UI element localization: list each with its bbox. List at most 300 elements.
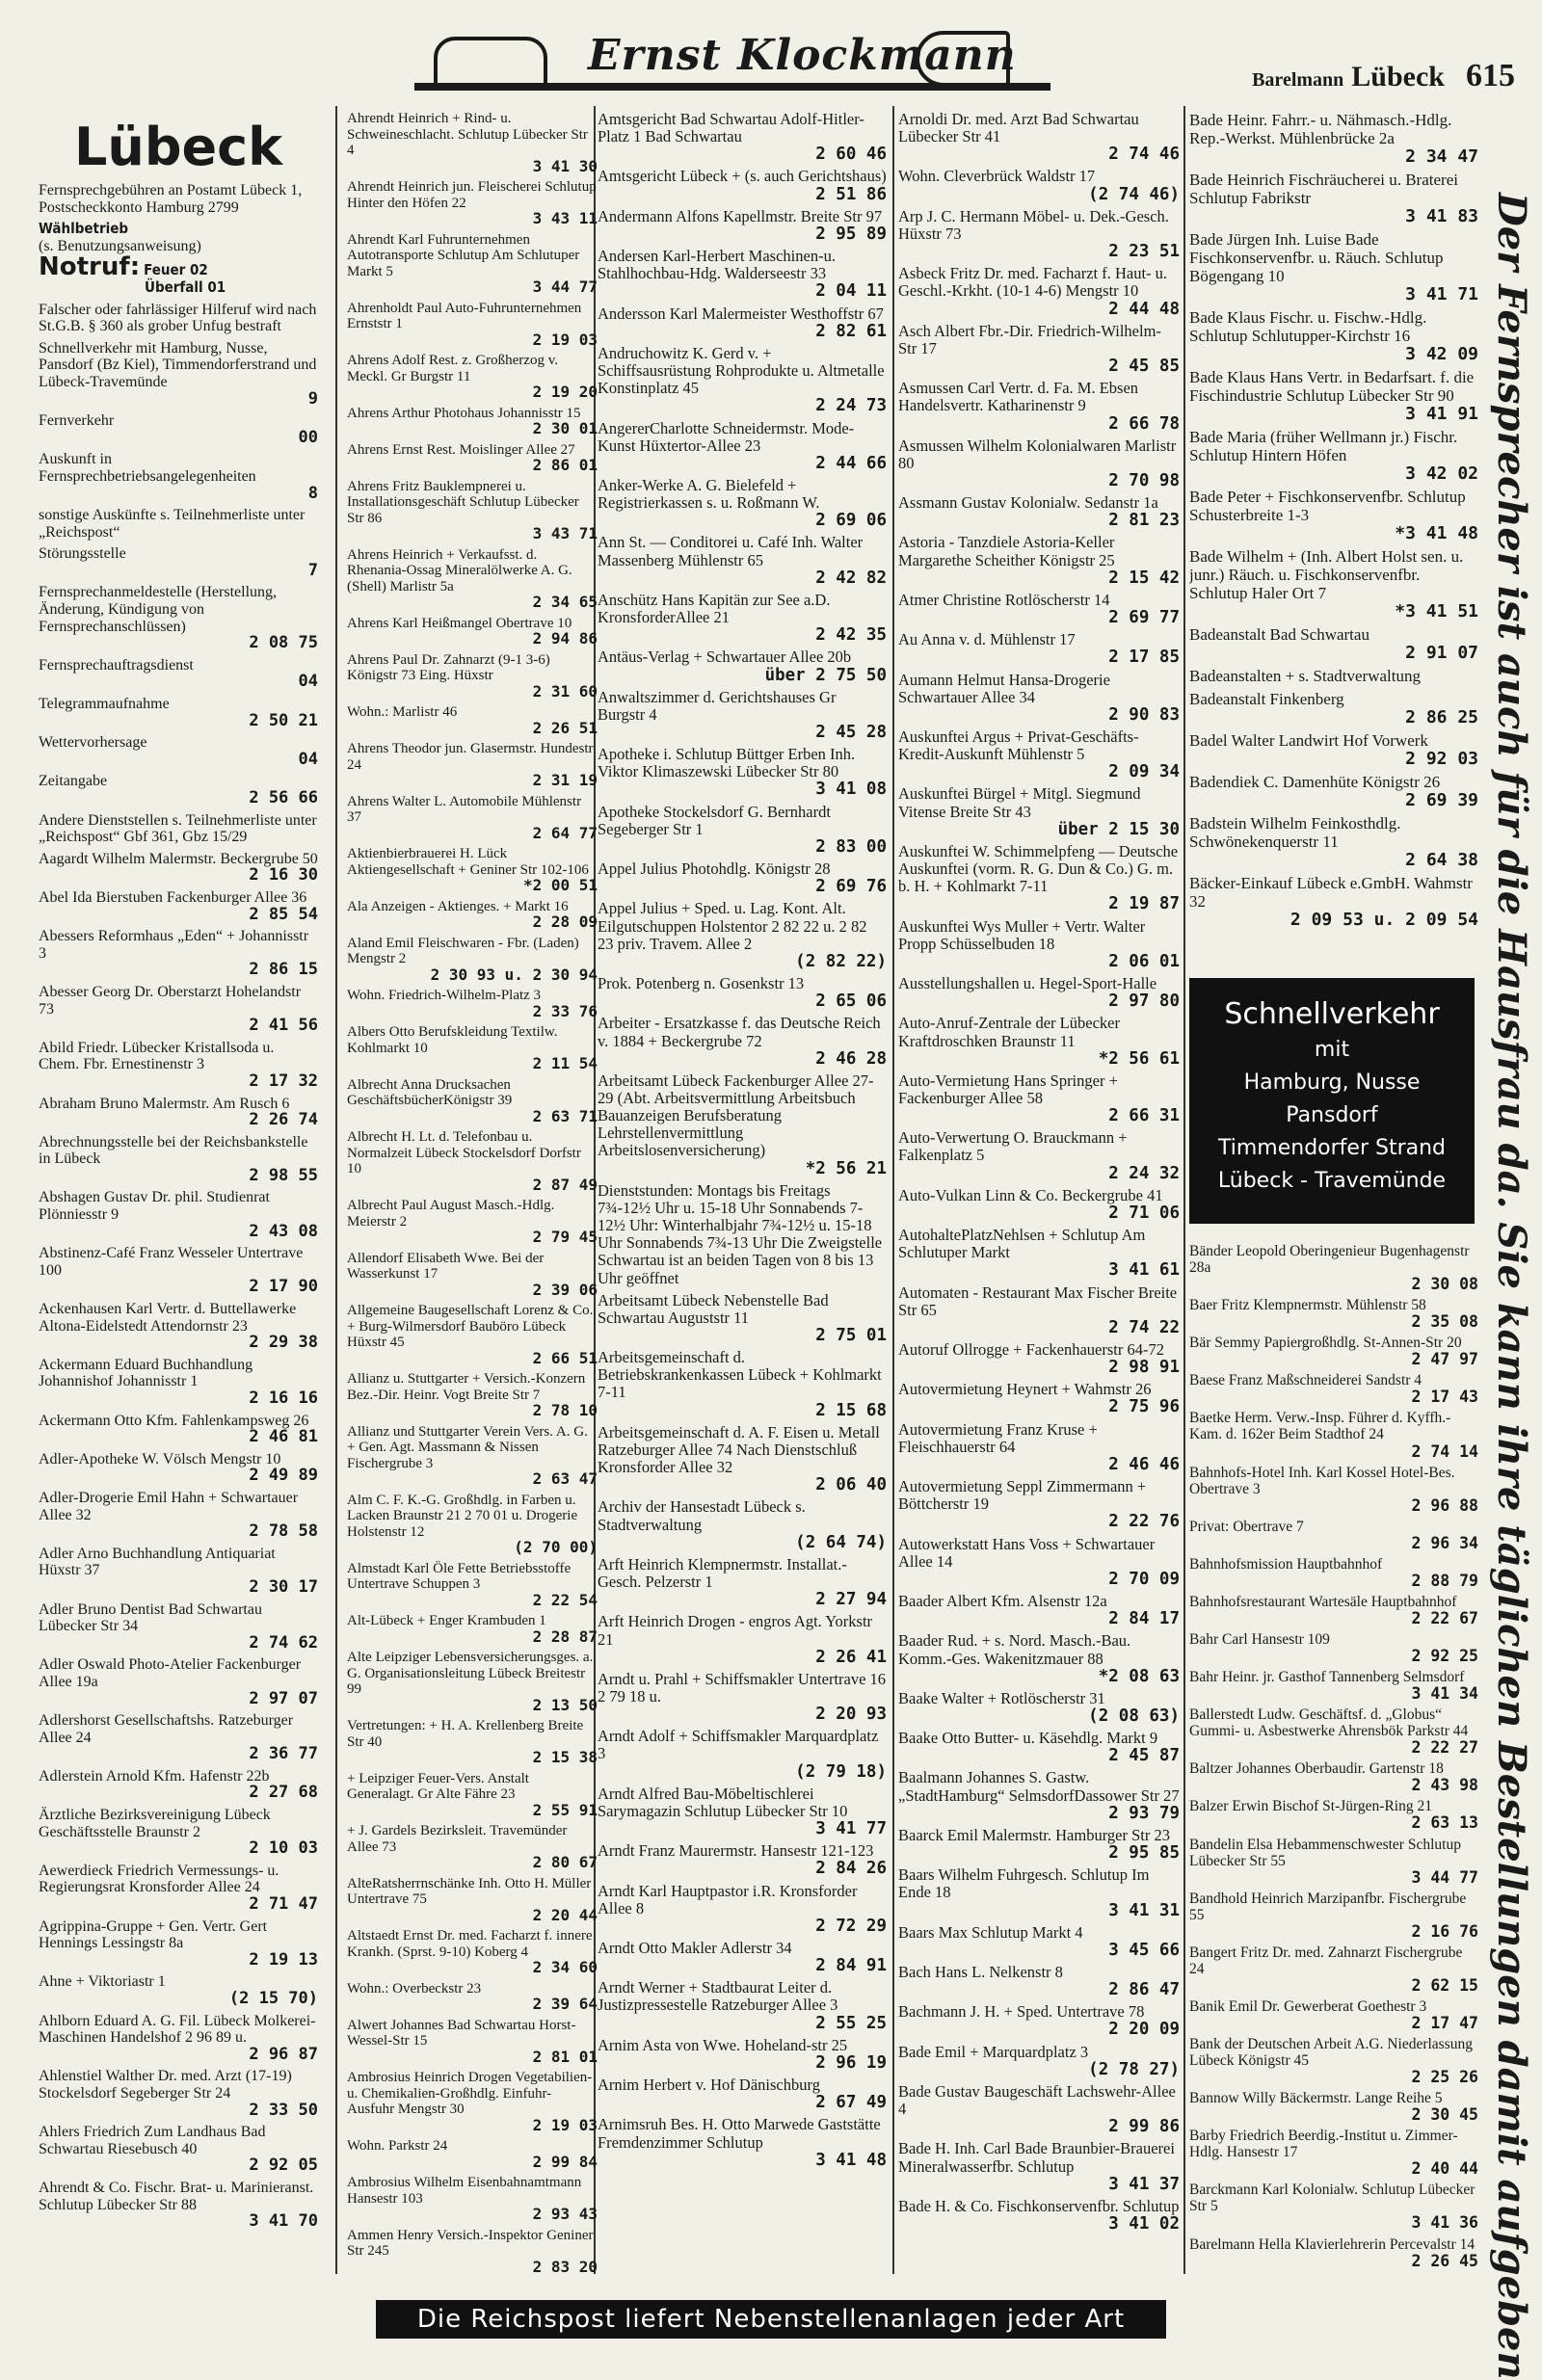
listing-text: Amtsgericht Bad Schwartau Adolf-Hitler-Platz 1 Bad Schwartau [598,110,864,146]
listing-text: Banik Emil Dr. Gewerberat Goethestr 3 [1189,1997,1427,2015]
listing-text: Atmer Christine Rotlöscherstr 14 [898,590,1110,609]
listing-text: Autoruf Ollrogge + Fackenhauerstr 64-72 [898,1340,1164,1359]
listing-text: Wohn.: Overbeckstr 23 [347,1980,482,1997]
phone-number: 2 19 13 [249,1949,318,1970]
logo-text: Ernst Klockmann [588,31,1017,80]
listing-text: Abild Friedr. Lübecker Kristallsoda u. Chem. Fbr. Ernestinenstr 3 [39,1039,275,1073]
column-1 [39,111,318,2235]
listing-text: Abshagen Gustav Dr. phil. Studienrat Plönniesstr 9 [39,1189,270,1224]
phone-number: 2 09 34 [1108,762,1180,782]
phone-number: 2 83 20 [532,2257,598,2276]
column-5-top [1189,111,1478,978]
listing-entry [898,672,1180,724]
listing-text: Wohn. Friedrich-Wilhelm-Platz 3 [347,988,542,1003]
phone-number: 2 16 76 [1411,1921,1478,1941]
phone-number: 2 63 47 [532,1469,598,1488]
listing-entry [598,477,887,529]
listing-text: Bach Hans L. Nelkenstr 8 [898,1963,1063,1981]
listing-entry [39,1918,318,1970]
phone-number: 2 22 54 [532,1590,598,1609]
listing-text: Ärztliche Bezirksvereinigung Lübeck Geschäftsstelle Braunstr 2 [39,1807,271,1840]
listing-text: Anschütz Hans Kapitän zur See a.D. KronsforderAllee 21 [598,590,831,627]
phone-number: 2 86 15 [249,960,318,980]
listing-entry [898,534,1180,586]
listing-text: Aagardt Wilhelm Malermstr. Beckergrube 50 [39,850,318,867]
phone-number: 2 80 67 [532,1853,598,1871]
column-5-bottom [1189,1243,1478,2293]
listing-text: Abstinenz-Café Franz Wesseler Untertrave 100 [39,1245,304,1279]
ad-line: mit [1314,1038,1350,1062]
listing-entry [898,2140,1180,2192]
listing-entry [898,380,1180,432]
listing-entry [347,1198,598,1246]
listing-text: Barby Friedrich Beerdig.-Institut u. Zimmer-Hdlg. Hansestr 17 [1189,2128,1458,2161]
listing-text: Adlershorst Gesellschaftshs. Ratzeburger Allee 24 [39,1712,294,1746]
notruf-feuer: Feuer 02 [144,261,208,279]
listing-entry [1189,625,1478,662]
listing-entry [1189,1891,1478,1940]
phone-number: 2 92 03 [1405,749,1478,769]
listing-entry [898,2083,1180,2135]
listing-text: Bank der Deutschen Arbeit A.G. Niederlassung Lübeck Königstr 45 [1189,2036,1474,2070]
listing-entry [598,975,887,1010]
listing-text: Ahrens Walter L. Automobile Mühlenstr 37 [347,793,582,825]
phone-number: 2 29 38 [249,1333,318,1353]
listing-text: Ahrens Paul Dr. Zahnarzt (9-1 3-6) Königstr 73 Eing. Hüxstr [347,651,550,683]
phone-number: über 2 15 30 [1057,819,1180,839]
phone-number: 2 49 89 [249,1466,318,1486]
listing-text: Anwaltszimmer d. Gerichtshauses Gr Burgstr 4 [598,687,837,724]
listing-text: Allianz u. Stuttgarter + Versich.-Konzern Bez.-Dir. Heinr. Vogt Breite Str 7 [347,1371,586,1403]
listing-text: Wettervorhersage [39,734,147,752]
ad-title: Schnellverkehr [1224,997,1440,1031]
phone-number: 2 41 56 [249,1016,318,1036]
phone-number: 2 10 03 [249,1838,318,1859]
phone-number: 2 92 25 [1411,1647,1478,1666]
phone-number: 2 24 32 [1108,1163,1180,1183]
listing-entry [598,1424,887,1494]
phone-number: 3 41 31 [1108,1900,1180,1920]
listing-entry [598,689,887,741]
phone-number: *2 08 63 [1098,1666,1180,1686]
phone-number: 2 69 77 [1108,608,1180,628]
listing-text: Allendorf Elisabeth Wwe. Bei der Wasserkunst 17 [347,1250,545,1282]
phone-number: *2 56 61 [1098,1048,1180,1069]
listing-text: Albers Otto Berufskleidung Textilw. Kohlmarkt 10 [347,1024,558,1056]
phone-number: 2 17 32 [249,1071,318,1091]
listing-text: Bahnhofs-Hotel Inh. Karl Kossel Hotel-Bes. Obertrave 3 [1189,1464,1455,1497]
listing-text: Ahrens Adolf Rest. z. Großherzog v. Meckl. Gr Burgstr 11 [347,353,558,384]
listing-text: Baader Albert Kfm. Alsenstr 12a [898,1592,1107,1611]
listing-text: Ausstellungshallen u. Hegel-Sport-Halle [898,974,1157,993]
phone-number: 2 19 03 [532,330,598,349]
listing-entry [347,479,598,542]
listing-entry [347,1613,598,1645]
listing-entry [39,2013,318,2064]
listing-text: Auskunftei Wys Muller + Vertr. Walter Propp Schüsselbuden 18 [898,916,1146,953]
listing-text: Bade Klaus Fischr. u. Fischw.-Hdlg. Schlutup Schlutupper-Kirchstr 16 [1189,308,1427,345]
entry-list [39,340,318,2231]
listing-entry [898,494,1180,529]
listing-text: Ahrendt Karl Fuhrunternehmen Autotransporte Schlutup Am Schlutuper Markt 5 [347,231,580,279]
phone-number: 3 44 77 [532,278,598,296]
listing-entry [598,1940,887,1974]
phone-number: 2 39 06 [532,1280,598,1299]
listing-entry [347,301,598,349]
phone-number: *3 41 51 [1395,601,1478,621]
listing-entry [39,1189,318,1240]
phone-number: 2 86 47 [1108,1980,1180,2000]
listing-entry [39,1601,318,1653]
phone-number: 3 41 02 [1108,2214,1180,2235]
listing-text: Autovermietung Heynert + Wahmstr 26 [898,1380,1152,1399]
listing-entry [347,1251,598,1299]
phone-number: 04 [298,672,318,692]
phone-number: 2 95 89 [815,224,887,244]
phone-number: 2 36 77 [249,1744,318,1764]
listing-text: Antäus-Verlag + Schwartauer Allee 20b [598,648,852,667]
phone-number: 2 17 43 [1411,1388,1478,1407]
phone-number: 3 41 30 [532,156,598,175]
listing-text: Autowerkstatt Hans Voss + Schwartauer Allee 14 [898,1534,1156,1571]
listing-entry [598,2076,887,2111]
listing-entry [347,1928,598,1976]
listing-entry [347,547,598,611]
phone-number: 2 95 85 [1108,1843,1180,1864]
phone-number: 2 26 41 [815,1647,887,1667]
listing-entry [347,1650,598,1713]
listing-entry [1189,1335,1478,1367]
ad-line: Timmendorfer Strand [1217,1136,1447,1160]
listing-text: Arndt Adolf + Schiffsmakler Marquardplatz 3 [598,1727,879,1763]
listing-entry [898,2003,1180,2038]
entry-list [898,111,1180,2233]
listing-text: Arndt Otto Makler Adlerstr 34 [598,1939,792,1957]
listing-text: Baars Wilhelm Fuhrgesch. Schlutup Im Ende 18 [898,1865,1150,1902]
listing-entry [39,451,318,502]
listing-entry [347,1981,598,2013]
phone-number: 3 41 91 [1405,404,1478,424]
listing-entry [1189,2128,1478,2177]
listing-text: Andere Dienststellen s. Teilnehmerliste unter „Reichspost“ Gbf 361, Gbz 15/29 [39,811,317,846]
listing-entry [898,437,1180,489]
listing-entry [39,812,318,846]
logo-underline [414,83,1050,91]
listing-entry [347,1493,598,1556]
phone-number: 2 16 30 [249,865,318,886]
phone-number: 3 42 02 [1405,463,1478,484]
listing-text: Auto-Vulkan Linn & Co. Beckergrube 41 [898,1185,1163,1204]
listing-text: Ballerstedt Ludw. Geschäftsf. d. „Globus“ Gummi- u. Asbestwerke Ahrensbök Parkstr 44 [1189,1706,1469,1740]
phone-number: 2 30 08 [1411,1275,1478,1294]
listing-entry [347,616,598,648]
listing-entry [598,1556,887,1608]
listing-text: Fernverkehr [39,412,115,430]
phone-number: 2 64 77 [532,823,598,842]
listing-text: Ahrendt Heinrich + Rind- u. Schweineschlacht. Schlutup Lübecker Str 4 [347,111,588,158]
phone-number: 2 06 01 [1108,951,1180,971]
listing-text: Adler-Drogerie Emil Hahn + Schwartauer Allee 32 [39,1489,299,1523]
listing-text: Badendiek C. Damenhüte Königstr 26 [1189,773,1441,791]
listing-text: Bade H. & Co. Fischkonservenfbr. Schlutup [898,2196,1180,2215]
phone-number: 2 30 93 u. 2 30 94 [430,965,598,984]
logo-left-emblem-icon [434,37,547,87]
listing-text: Ackermann Eduard Buchhandlung Johannishof Johannisstr 1 [39,1356,253,1390]
phone-number: 2 46 46 [1108,1454,1180,1474]
listing-entry [39,889,318,923]
listing-text: Wohn.: Marlistr 46 [347,704,458,720]
listing-text: Badel Walter Landwirt Hof Vorwerk [1189,731,1428,750]
listing-entry [347,704,598,736]
phone-number: 2 87 49 [532,1175,598,1194]
phone-number: 2 44 48 [1108,299,1180,319]
listing-text: Ambrosius Heinrich Drogen Vegetabilien-u. Chemikalien-Großhdlg. Einfuhr-Ausfuhr Mengstr 30 [347,2070,593,2117]
phone-number: 2 55 25 [815,2013,887,2033]
listing-text: Arft Heinrich Klempnermstr. Installat.-Gesch. Pelzerstr 1 [598,1554,847,1592]
phone-number: 2 20 93 [815,1705,887,1725]
phone-number: *2 00 51 [522,876,598,894]
phone-number: 2 28 87 [532,1626,598,1646]
phone-number: 2 26 74 [249,1110,318,1130]
listing-entry [1189,1556,1478,1589]
listing-entry [598,648,887,683]
listing-text: Arndt Franz Maurermstr. Hansestr 121-123 [598,1841,874,1861]
phone-number: 2 39 64 [532,1995,598,2013]
listing-text: Arft Heinrich Drogen - engros Agt. Yorkstr 21 [598,1612,873,1649]
column-divider [892,106,894,2274]
listing-entry [347,1024,598,1072]
listing-entry [1189,308,1478,363]
listing-entry [598,111,887,163]
phone-number: 2 22 27 [1411,1738,1478,1758]
listing-entry [898,111,1180,163]
listing-text: Dienststunden: Montags bis Freitags 7¾-12½ Uhr u. 15-18 Uhr Sonnabends 7-12½ Uhr: Winterhalbjahr 7¾-12½ u. 15-18 Uhr Sonnabends 7¾-13 Uhr Die Zweigstelle Schwartau ist an beiden Tagen von 8 bis 13 Uhr geöffnet [598,1180,883,1287]
phone-number: 3 41 70 [249,2211,318,2232]
listing-text: Bade Klaus Hans Vertr. in Bedarfsart. f. die Fischindustrie Schlutup Lübecker Str 90 [1189,368,1475,405]
listing-text: Fernsprechanmeldestelle (Herstellung, Änderung, Kündigung von Fernsprechanschlüssen) [39,584,278,635]
phone-number: 2 86 01 [532,456,598,474]
listing-text: Wohn. Cleverbrück Waldstr 17 [898,167,1096,186]
listing-text: Bär Semmy Papiergroßhdlg. St-Annen-Str 20 [1189,1335,1462,1352]
phone-number: 3 43 71 [532,524,598,542]
listing-text: Asbeck Fritz Dr. med. Facharzt f. Haut- u. Geschl.-Krkht. (10-1 4-6) Mengstr 10 [898,264,1168,301]
listing-entry [347,1303,598,1366]
listing-entry [1189,773,1478,809]
phone-number: 2 46 28 [815,1048,887,1069]
listing-entry [898,1964,1180,1998]
listing-entry [1189,1465,1478,1514]
listing-entry [898,208,1180,260]
listing-text: Aland Emil Fleischwaren - Fbr. (Laden) Mengstr 2 [347,935,579,966]
phone-number: 2 94 86 [532,629,598,648]
listing-entry [347,2138,598,2170]
listing-entry [347,1771,598,1819]
column-3 [598,111,887,2174]
listing-text: Amtsgericht Lübeck + (s. auch Gerichtshaus) [598,167,887,186]
listing-entry [598,1613,887,1665]
phone-number: 2 66 51 [532,1348,598,1367]
listing-entry [898,1381,1180,1415]
listing-entry [1189,690,1478,727]
listing-entry [39,2124,318,2175]
listing-entry [598,1842,887,1877]
listing-entry [347,794,598,842]
listing-text: Andersen Karl-Herbert Maschinen-u. Stahlhochbau-Hdg. Walderseestr 33 [598,247,836,283]
listing-entry [347,899,598,931]
phone-number: über 2 75 50 [764,665,887,685]
phone-number: 3 43 11 [532,209,598,227]
phone-number: 2 96 19 [815,2052,887,2073]
phone-number: 2 98 91 [1108,1358,1180,1378]
phone-number: 2 66 31 [1108,1106,1180,1126]
phone-number: 3 41 83 [1405,206,1478,226]
listing-text: Adler Oswald Photo-Atelier Fackenburger Allee 19a [39,1656,302,1690]
phone-number: 3 41 34 [1411,1684,1478,1704]
listing-entry [598,208,887,243]
listing-entry [39,928,318,979]
listing-entry [898,1866,1180,1918]
listing-text: Auto-Vermietung Hans Springer + Fackenburger Allee 58 [898,1071,1118,1107]
listing-entry [898,843,1180,913]
listing-text: Alm C. F. K.-G. Großhdlg. in Farben u. Lacken Braunstr 21 2 70 01 u. Drogerie Holstenstr 12 [347,1492,578,1540]
listing-entry [347,1424,598,1488]
phone-number: 2 78 58 [249,1521,318,1542]
listing-text: Auskunftei Bürgel + Mitgl. Siegmund Vitense Breite Str 43 [898,784,1141,821]
phone-number: *2 56 21 [805,1158,887,1178]
entry-list [598,111,887,2169]
listing-text: Bade Heinrich Fischräucherei u. Braterei Schlutup Fabrikstr [1189,171,1458,207]
phone-number: 2 71 47 [249,1894,318,1915]
listing-text: Bachmann J. H. + Sped. Untertrave 78 [898,2002,1145,2022]
listing-entry [39,584,318,651]
listing-entry [1189,731,1478,768]
phone-number: 2 51 86 [815,184,887,204]
side-slogan [1484,193,1542,2380]
listing-entry [347,179,598,227]
phone-number: 2 22 76 [1108,1512,1180,1532]
phone-number: 2 34 65 [532,593,598,611]
side-slogan-text: Der Fernsprecher ist auch für die Hausfrau da. Sie kann ihre täglichen Bestellungen damit aufgeben [1489,193,1534,2380]
listing-text: Appel Julius + Sped. u. Lag. Kont. Alt. Eilgutschuppen Holstentor 2 82 22 u. 2 82 23 priv. Travem. Allee 2 [598,899,867,953]
listing-entry [39,412,318,446]
phone-number: 2 06 40 [815,1475,887,1495]
listing-entry [347,111,598,174]
phone-number: 2 96 87 [249,2044,318,2064]
listing-text: Auto-Anruf-Zentrale der Lübecker Kraftdroschken Braunstr 11 [898,1014,1120,1050]
listing-entry [1189,1594,1478,1626]
listing-entry [1189,667,1478,685]
phone-number: 2 83 00 [815,836,887,857]
listing-text: Balzer Erwin Bischof St-Jürgen-Ring 21 [1189,1798,1432,1815]
listing-entry [898,728,1180,780]
listing-entry [598,1979,887,2031]
listing-entry [898,323,1180,375]
phone-number: 2 45 28 [815,723,887,742]
listing-text: Allgemeine Baugesellschaft Lorenz & Co. + Burg-Wilmersdorf Bauböro Lübeck Hüxstr 45 [347,1303,594,1350]
listing-entry [1189,1297,1478,1330]
listing-text: Arp J. C. Hermann Möbel- u. Dek.-Gesch. Hüxstr 73 [898,206,1169,243]
listing-entry [347,1077,598,1125]
listing-entry [347,1371,598,1419]
listing-entry [898,975,1180,1010]
listing-text: Bahnhofsrestaurant Wartesäle Hauptbahnhof [1189,1593,1457,1610]
phone-number: 2 26 51 [532,718,598,737]
listing-text: Ahrens Fritz Bauklempnerei u. Installationsgeschäft Schlutup Lübecker Str 86 [347,478,579,526]
listing-text: Wohn. Parkstr 24 [347,2138,448,2154]
listing-text: Abessers Reformhaus „Eden“ + Johannisstr 3 [39,928,309,962]
phone-number: 2 22 67 [1411,1608,1478,1627]
warning-text: Falscher oder fahrlässiger Hilferuf wird nach St.G.B. § 360 als grober Unfug bestraft [39,301,317,335]
column-divider [1183,106,1185,2274]
listing-text: Allianz und Stuttgarter Verein Vers. A. G. + Gen. Agt. Massmann & Nissen Fischergrube 3 [347,1423,588,1471]
running-head-name: Barelmann [1252,69,1344,91]
column-4 [898,111,1180,2237]
klockmann-logo [414,27,1050,94]
listing-entry [39,657,318,691]
listing-text: Arbeitsgemeinschaft d. Betriebskrankenkassen Lübeck + Kohlmarkt 7-11 [598,1348,882,1402]
listing-entry [347,652,598,701]
listing-entry [898,1421,1180,1473]
listing-text: Bahr Carl Hansestr 109 [1189,1630,1330,1648]
phone-number: 2 17 85 [1108,648,1180,668]
phone-number: 2 90 83 [1108,704,1180,725]
listing-text: Archiv der Hansestadt Lübeck s. Stadtverwaltung [598,1497,806,1534]
phone-number: 2 19 20 [532,383,598,401]
listing-entry [39,1451,318,1485]
listing-text: Bade Peter + Fischkonservenfbr. Schlutup Schusterbreite 1-3 [1189,488,1466,524]
listing-entry [898,1769,1180,1821]
phone-number: 2 20 44 [532,1905,598,1924]
listing-text: Bade Maria (früher Wellmann jr.) Fischr. Schlutup Hintern Höfen [1189,428,1458,464]
listing-entry [1189,2090,1478,2123]
listing-entry [347,1561,598,1609]
listing-entry [598,1015,887,1067]
listing-text: Andermann Alfons Kapellmstr. Breite Str 97 [598,206,883,225]
phone-number: 2 88 79 [1411,1571,1478,1590]
listing-entry [39,734,318,768]
phone-number: (2 70 00) [514,1538,598,1556]
phone-number: 2 65 06 [815,992,887,1012]
listing-entry [39,1134,318,1185]
listing-entry [598,345,887,415]
listing-entry [1189,1669,1478,1702]
phone-number: 2 45 85 [1108,357,1180,377]
phone-number: 2 70 98 [1108,470,1180,490]
listing-entry [347,936,598,984]
phone-number: 2 30 01 [532,419,598,437]
phone-number: 3 41 08 [815,780,887,800]
phone-number: 2 27 94 [815,1590,887,1610]
listing-text: Abel Ida Bierstuben Fackenburger Allee 36 [39,888,307,906]
phone-number: 2 78 10 [532,1401,598,1419]
listing-text: Arnimsruh Bes. H. Otto Marwede Gaststätte Fremdenzimmer Schlutup [598,2115,881,2152]
listing-text: Aumann Helmut Hansa-Drogerie Schwartauer Allee 34 [898,670,1110,706]
listing-entry [1189,2236,1478,2269]
listing-entry [39,1301,318,1352]
listing-text: Ahrenholdt Paul Auto-Fuhrunternehmen Ernststr 1 [347,300,582,331]
listing-entry [598,804,887,856]
listing-text: Arbeiter - Ersatzkasse f. das Deutsche Reich v. 1884 + Beckergrube 72 [598,1014,881,1050]
phone-number: 2 42 82 [815,568,887,588]
listing-text: Ahrens Ernst Rest. Moislinger Allee 27 [347,441,575,458]
listing-text: Astoria - Tanzdiele Astoria-Keller Margarethe Scheither Königstr 25 [898,533,1115,569]
listing-entry [347,846,598,894]
listing-entry [1189,874,1478,929]
listing-entry [1189,814,1478,869]
listing-entry [347,1718,598,1766]
listing-text: Arnim Asta von Wwe. Hoheland-str 25 [598,2035,848,2054]
phone-number: 2 08 75 [249,633,318,653]
